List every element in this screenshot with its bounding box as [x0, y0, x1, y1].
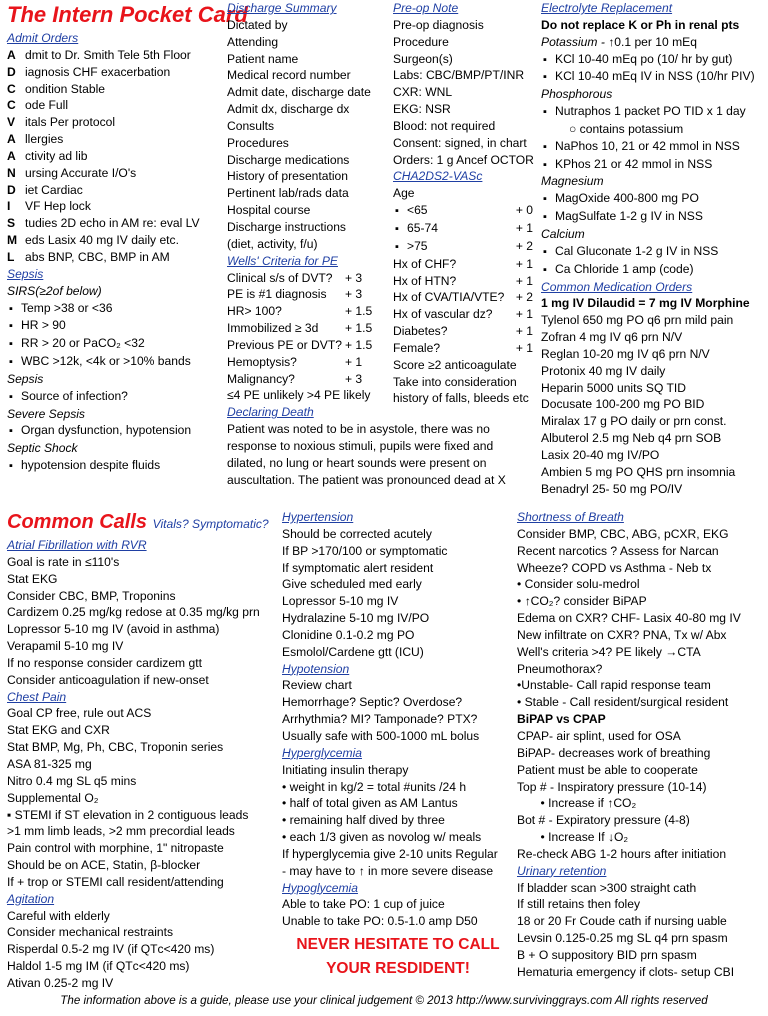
sob-item: Wheeze? COPD vs Asthma - Neb tx	[517, 560, 712, 575]
admit-order-text: iet Cardiac	[25, 182, 83, 197]
chest-pain-heading: Chest Pain	[7, 689, 67, 704]
magnesium-label: Magnesium	[541, 174, 604, 189]
chads-criterion: ▪ <65	[393, 203, 428, 217]
septic-shock-item: ▪ hypotension despite fluids	[7, 457, 225, 475]
chest-pain-item: Supplemental O₂	[7, 790, 99, 805]
electrolyte-heading: Electrolyte Replacement	[541, 1, 673, 15]
phosphorous-item: ▪ Nutraphos 1 packet PO TID x 1 day	[541, 103, 765, 121]
admit-orders-list	[7, 47, 225, 266]
chads-criterion: ▪ >75	[393, 239, 428, 253]
wells-row	[227, 320, 393, 337]
hypertension-heading: Hypertension	[282, 510, 354, 524]
phosphorous-label: Phosphorous	[541, 87, 613, 102]
wells-row	[227, 354, 393, 371]
phosphorous-item: ▪ KPhos 21 or 42 mmol in NSS	[541, 156, 765, 174]
admit-order-letter: N	[7, 165, 16, 180]
hyperglycemia-heading: Hyperglycemia	[282, 745, 362, 760]
preop-item: EKG: NSR	[393, 102, 451, 117]
wells-criterion: Hemoptysis?	[227, 354, 297, 369]
admit-order-letter: L	[7, 249, 15, 264]
urinary-retention-item: B + O suppository BID prn spasm	[517, 947, 697, 962]
chads-criterion: Diabetes?	[393, 324, 448, 339]
sob-item: CPAP- air splint, used for OSA	[517, 728, 681, 743]
severe-sepsis-label: Severe Sepsis	[7, 406, 85, 421]
discharge-item: Admit dx, discharge dx	[227, 102, 350, 117]
admit-order-row	[7, 198, 225, 215]
wells-criterion: Malignancy?	[227, 371, 295, 386]
discharge-summary-heading: Discharge Summary	[227, 1, 337, 15]
chads-points: + 2	[515, 238, 533, 253]
chads-row	[393, 238, 537, 256]
sob-item: New infiltrate on CXR? PNA, Tx w/ Abx	[517, 627, 727, 642]
electrolyte-column	[541, 0, 765, 497]
chest-pain-item: Pain control with morphine, 1" nitropaste	[7, 841, 224, 856]
wells-criterion: Immobilized ≥ 3d	[227, 321, 319, 336]
hypoglycemia-item: Able to take PO: 1 cup of juice	[282, 897, 445, 912]
chads-criterion: Female?	[393, 340, 441, 355]
declaring-death-text	[227, 421, 537, 488]
chest-pain-item: >1 mm limb leads, >2 mm precordial leads	[7, 824, 235, 839]
bottom-middle-column	[282, 509, 514, 930]
severe-sepsis-item: ▪ Organ dysfunction, hypotension	[7, 422, 225, 440]
sob-item: Pneumothorax?	[517, 661, 603, 676]
preop-item: Blood: not required	[393, 118, 496, 133]
admit-order-text: llergies	[25, 132, 64, 147]
sob-item: Edema on CXR? CHF- Lasix 40-80 mg IV	[517, 611, 741, 626]
death-text-line: auscultation. The patient was pronounced dead at X	[227, 472, 506, 487]
chads-points: + 1	[515, 324, 533, 339]
admit-order-row	[7, 215, 225, 232]
hypotension-heading: Hypotension	[282, 661, 350, 676]
sob-item: BiPAP vs CPAP	[517, 712, 606, 727]
admit-order-row	[7, 182, 225, 199]
wells-criteria-heading: Wells' Criteria for PE	[227, 253, 338, 268]
top-left-column	[7, 0, 248, 475]
hypertension-item: Clonidine 0.1-0.2 mg PO	[282, 627, 415, 642]
admit-order-text: ctivity ad lib	[25, 148, 88, 163]
agitation-item: Risperdal 0.5-2 mg IV (if QTᴄ<420 ms)	[7, 942, 215, 957]
chads-row	[393, 340, 537, 357]
discharge-item: Procedures	[227, 135, 289, 150]
hypertension-item: If BP >170/100 or symptomatic	[282, 543, 448, 558]
urinary-retention-item: 18 or 20 Fr Coude cath if nursing uable	[517, 914, 727, 929]
sirs-label: SIRS(≥2of below)	[7, 283, 102, 298]
medication-order: Ambien 5 mg PO QHS prn insomnia	[541, 464, 736, 479]
wells-criterion: Previous PE or DVT?	[227, 337, 342, 352]
chest-pain-item: ASA 81-325 mg	[7, 756, 92, 771]
admit-order-text: abs BNP, CBC, BMP in AM	[25, 249, 170, 264]
sob-heading: Shortness of Breath	[517, 510, 624, 524]
chads-age-label: Age	[393, 186, 415, 201]
septic-shock-list	[7, 457, 225, 475]
discharge-item: Discharge instructions	[227, 219, 346, 234]
chads-points: + 1	[515, 256, 533, 271]
chads-criterion: Hx of vascular dz?	[393, 307, 493, 322]
magnesium-list	[541, 190, 765, 226]
admit-order-letter: S	[7, 216, 16, 231]
medication-order: Reglan 10-20 mg IV q6 prn N/V	[541, 346, 710, 361]
sob-item: Consider BMP, CBC, ABG, pCXR, EKG	[517, 526, 729, 541]
sob-item: Top # - Inspiratory pressure (10-14)	[517, 779, 707, 794]
hypertension-item: Lopressor 5-10 mg IV	[282, 594, 399, 609]
sepsis-item: ▪ Source of infection?	[7, 388, 225, 406]
wells-criterion: PE is #1 diagnosis	[227, 287, 327, 302]
admit-order-row	[7, 232, 225, 249]
afib-item: Consider anticoagulation if new-onset	[7, 672, 209, 687]
hyperglycemia-item: • each 1/3 given as novolog w/ meals	[282, 830, 482, 845]
wells-criterion: Clinical s/s of DVT?	[227, 270, 333, 285]
chads-criterion: Hx of HTN?	[393, 273, 457, 288]
agitation-item: Careful with elderly	[7, 908, 110, 923]
chest-pain-item: Nitro 0.4 mg SL q5 mins	[7, 773, 137, 788]
hypertension-item: Should be corrected acutely	[282, 526, 432, 541]
discharge-item: History of presentation	[227, 169, 348, 184]
admit-order-row	[7, 64, 225, 81]
discharge-item: Patient name	[227, 51, 299, 66]
sob-item: Recent narcotics ? Assess for Narcan	[517, 543, 719, 558]
preop-item: Consent: signed, in chart	[393, 135, 527, 150]
phosphorous-item: ▪ NaPhos 10, 21 or 42 mmol in NSS	[541, 138, 765, 156]
hypotension-item: Review chart	[282, 678, 352, 693]
preop-column	[393, 0, 537, 407]
hypertension-item: Hydralazine 5-10 mg IV/PO	[282, 611, 430, 626]
afib-item: Consider CBC, BMP, Troponins	[7, 588, 176, 603]
sirs-item: ▪ Temp >38 or <36	[7, 300, 225, 318]
hypoglycemia-heading: Hypoglycemia	[282, 880, 358, 895]
medication-order: Albuterol 2.5 mg Neb q4 prn SOB	[541, 431, 722, 446]
calcium-list	[541, 243, 765, 279]
admit-order-letter: A	[7, 148, 16, 163]
chads-row	[393, 256, 537, 273]
discharge-item: Consults	[227, 118, 275, 133]
preop-item: Pre-op diagnosis	[393, 17, 484, 32]
admit-order-letter: C	[7, 81, 16, 96]
admit-order-row	[7, 249, 225, 266]
discharge-item: Hospital course	[227, 203, 311, 218]
hypoglycemia-list	[282, 896, 514, 930]
hyperglycemia-item: • weight in kg/2 = total #units /24 h	[282, 779, 467, 794]
admit-order-text: ursing Accurate I/O's	[25, 165, 137, 180]
medication-order: Lasix 20-40 mg IV/PO	[541, 447, 660, 462]
never-hesitate-line1: NEVER HESITATE TO CALL	[296, 936, 500, 953]
magnesium-item: ▪ MagSulfate 1-2 g IV in NSS	[541, 208, 765, 226]
wells-points: + 1.5	[345, 321, 373, 336]
wells-criterion: HR> 100?	[227, 304, 282, 319]
sepsis-list	[7, 388, 225, 406]
admit-order-letter: V	[7, 115, 16, 130]
sob-item: •Unstable- Call rapid response team	[517, 678, 711, 693]
discharge-column	[227, 0, 393, 421]
sirs-item: ▪ HR > 90	[7, 317, 225, 335]
admit-order-row	[7, 114, 225, 131]
chest-pain-item: ▪ STEMI if ST elevation in 2 contiguous leads	[7, 807, 249, 822]
calcium-item: ▪ Cal Gluconate 1-2 g IV in NSS	[541, 243, 765, 261]
chads-points: + 1	[515, 220, 533, 235]
never-hesitate-banner	[282, 933, 514, 981]
agitation-item: Ativan 0.25-2 mg IV	[7, 975, 114, 990]
common-calls-title-row	[7, 509, 279, 537]
declaring-death-heading: Declaring Death	[227, 405, 314, 420]
sirs-item: ▪ WBC >12k, <4k or >10% bands	[7, 353, 225, 371]
afib-list	[7, 554, 279, 689]
sob-item: • Consider solu-medrol	[517, 577, 640, 592]
chads-vasc-list	[393, 202, 537, 357]
wells-points: + 1.5	[345, 304, 373, 319]
chest-pain-item: Should be on ACE, Statin, β-blocker	[7, 858, 201, 873]
wells-row	[227, 270, 393, 287]
potassium-note: ↑0.1 per 10 mEq	[608, 34, 697, 49]
urinary-retention-item: Hematuria emergency if clots- setup CBI	[517, 964, 735, 979]
discharge-item: Discharge medications	[227, 152, 350, 167]
hypoglycemia-item: Unable to take PO: 0.5-1.0 amp D50	[282, 914, 478, 929]
sepsis-heading: Sepsis	[7, 266, 44, 281]
admit-order-letter: D	[7, 182, 16, 197]
death-text-line: dilated, no lung or heart sounds were present on	[227, 455, 487, 470]
afib-item: Stat EKG	[7, 571, 58, 586]
urinary-retention-item: If bladder scan >300 straight cath	[517, 880, 697, 895]
discharge-item: Attending	[227, 34, 279, 49]
death-text-line: response to noxious stimuli, pupils were fixed and	[227, 438, 494, 453]
hyperglycemia-item: Initiating insulin therapy	[282, 762, 409, 777]
discharge-item: Pertinent lab/rads data	[227, 186, 349, 201]
hypertension-item: Give scheduled med early	[282, 577, 422, 592]
renal-warning: Do not replace K or Ph in renal pts	[541, 17, 740, 32]
discharge-item: (diet, activity, f/u)	[227, 236, 318, 251]
hypertension-item: Esmolol/Cardene gtt (ICU)	[282, 644, 424, 659]
hypotension-list	[282, 677, 514, 744]
urinary-retention-heading: Urinary retention	[517, 863, 607, 878]
afib-item: Verapamil 5-10 mg IV	[7, 639, 124, 654]
hypotension-item: Arrhythmia? MI? Tamponade? PTX?	[282, 712, 478, 727]
admit-order-row	[7, 97, 225, 114]
chads-vasc-heading: CHA2DS2-VASc	[393, 169, 483, 184]
admit-order-row	[7, 81, 225, 98]
hyperglycemia-item: If hyperglycemia give 2-10 units Regular	[282, 846, 498, 861]
bottom-left-column	[7, 509, 279, 992]
hyperglycemia-item: - may have to ↑ in more severe disease	[282, 863, 494, 878]
wells-row	[227, 303, 393, 320]
sirs-list	[7, 300, 225, 371]
hypertension-list	[282, 526, 514, 661]
afib-item: If no response consider cardizem gtt	[7, 655, 202, 670]
chads-points: + 2	[515, 290, 533, 305]
severe-sepsis-list	[7, 422, 225, 440]
footer-disclaimer: The information above is a guide, please use your clinical judgement © 2013 http://www.survivinggrays.com All rights reserved	[60, 994, 708, 1007]
chads-points: + 1	[515, 340, 533, 355]
hypotension-item: Usually safe with 500-1000 mL bolus	[282, 728, 480, 743]
medication-order: Heparin 5000 units SQ TID	[541, 380, 686, 395]
medication-order: Docusate 100-200 mg PO BID	[541, 397, 705, 412]
calcium-label: Calcium	[541, 226, 585, 241]
wells-points: + 1.5	[345, 337, 373, 352]
chads-row	[393, 273, 537, 290]
chads-criterion: Hx of CVA/TIA/VTE?	[393, 290, 505, 305]
chads-points: + 1	[515, 273, 533, 288]
admit-order-row	[7, 47, 225, 64]
preop-item: Surgeon(s)	[393, 51, 453, 66]
afib-item: Cardizem 0.25 mg/kg redose at 0.35 mg/kg prn	[7, 605, 260, 620]
preop-note-heading: Pre-op Note	[393, 1, 459, 15]
chads-row	[393, 306, 537, 323]
medication-order: Zofran 4 mg IV q6 prn N/V	[541, 330, 683, 345]
medication-order: Benadryl 25- 50 mg PO/IV	[541, 481, 683, 496]
hyperglycemia-item: • remaining half dived by three	[282, 813, 445, 828]
common-meds-list	[541, 295, 765, 497]
admit-order-letter: A	[7, 47, 16, 62]
chads-notes	[393, 357, 537, 408]
common-meds-heading: Common Medication Orders	[541, 279, 693, 294]
preop-item: Orders: 1 g Ancef OCTOR	[393, 152, 534, 167]
calcium-item: ▪ Ca Chloride 1 amp (code)	[541, 261, 765, 279]
wells-points: + 3	[345, 270, 363, 285]
bottom-right-column	[517, 509, 767, 981]
chads-row	[393, 323, 537, 340]
admit-order-letter: M	[7, 233, 18, 248]
chads-note: Score ≥2 anticoagulate	[393, 357, 517, 372]
wells-row	[227, 337, 393, 354]
phosphorous-list-2	[541, 138, 765, 174]
chest-pain-list	[7, 705, 279, 890]
wells-points: + 1	[345, 354, 363, 369]
wells-row	[227, 286, 393, 303]
sob-item: BiPAP- decreases work of breathing	[517, 745, 711, 760]
urinary-retention-item: Levsin 0.125-0.25 mg SL q4 prn spasm	[517, 931, 728, 946]
chest-pain-item: Stat BMP, Mg, Ph, CBC, Troponin series	[7, 740, 224, 755]
discharge-item: Medical record number	[227, 68, 351, 83]
agitation-list	[7, 908, 279, 992]
sob-item: • Increase if ↑CO₂	[517, 796, 637, 811]
hyperglycemia-item: • half of total given as AM Lantus	[282, 796, 458, 811]
medication-order: Miralax 17 g PO daily or prn const.	[541, 414, 727, 429]
afib-item: Goal is rate in ≤110's	[7, 554, 120, 569]
never-hesitate-line2: YOUR RESDIDENT!	[326, 960, 470, 977]
medication-order: 1 mg IV Dilaudid = 7 mg IV Morphine	[541, 296, 750, 311]
admit-order-text: eds Lasix 40 mg IV daily etc.	[25, 233, 179, 248]
sob-item: Patient must be able to cooperate	[517, 762, 698, 777]
chads-points: + 0	[515, 203, 533, 218]
sob-item: Re-check ABG 1-2 hours after initiation	[517, 846, 727, 861]
hypertension-item: If symptomatic alert resident	[282, 560, 434, 575]
chest-pain-item: Goal CP free, rule out ACS	[7, 706, 152, 721]
sob-list	[517, 526, 767, 863]
urinary-retention-list	[517, 880, 767, 981]
agitation-item: Haldol 1-5 mg IM (if QTᴄ<420 ms)	[7, 959, 190, 974]
chads-note: Take into consideration	[393, 374, 517, 389]
agitation-heading: Agitation	[7, 891, 55, 906]
discharge-summary-list	[227, 17, 393, 253]
chads-criterion: Hx of CHF?	[393, 256, 457, 271]
discharge-item: Admit date, discharge date	[227, 85, 371, 100]
magnesium-item: ▪ MagOxide 400-800 mg PO	[541, 190, 765, 208]
admit-order-letter: I	[7, 199, 11, 214]
septic-shock-label: Septic Shock	[7, 441, 78, 456]
chads-row	[393, 202, 537, 220]
wells-criteria-list	[227, 270, 393, 388]
discharge-item: Dictated by	[227, 17, 288, 32]
admit-order-letter: C	[7, 98, 16, 113]
chads-row	[393, 220, 537, 238]
common-calls-subtitle: Vitals? Symptomatic?	[152, 517, 269, 531]
admit-order-text: ondition Stable	[25, 81, 106, 96]
admit-order-text: tudies 2D echo in AM re: eval LV	[25, 216, 200, 231]
phosphorous-list	[541, 103, 765, 121]
preop-item: Procedure	[393, 34, 449, 49]
admit-order-letter: A	[7, 132, 16, 147]
wells-points: + 3	[345, 287, 363, 302]
wells-summary: ≤4 PE unlikely >4 PE likely	[227, 388, 371, 403]
sob-item: • Stable - Call resident/surgical resident	[517, 695, 729, 710]
sob-item: Bot # - Expiratory pressure (4-8)	[517, 813, 690, 828]
admit-order-letter: D	[7, 64, 16, 79]
potassium-list	[541, 51, 765, 87]
phosphorous-sub: ○ contains potassium	[569, 121, 684, 136]
potassium-label: Potassium -	[541, 34, 609, 49]
sob-item: • Increase If ↓O₂	[517, 830, 629, 845]
chads-points: + 1	[515, 307, 533, 322]
admit-order-text: VF Hep lock	[25, 199, 91, 214]
admit-order-row	[7, 131, 225, 148]
admit-order-text: iagnosis CHF exacerbation	[25, 64, 171, 79]
chest-pain-item: If + trop or STEMI call resident/attending	[7, 874, 224, 889]
sirs-item: ▪ RR > 20 or PaCO₂ <32	[7, 335, 225, 353]
admit-order-text: itals Per protocol	[25, 115, 116, 130]
medication-order: Tylenol 650 mg PO q6 prn mild pain	[541, 313, 734, 328]
death-text-line: Patient was noted to be in asystole, there was no	[227, 422, 490, 436]
admit-order-row	[7, 148, 225, 165]
afib-heading: Atrial Fibrillation with RVR	[7, 538, 147, 552]
hyperglycemia-list	[282, 762, 514, 880]
medication-order: Protonix 40 mg IV daily	[541, 363, 666, 378]
wells-points: + 3	[345, 371, 363, 386]
admit-order-text: dmit to Dr. Smith Tele 5th Floor	[25, 47, 191, 62]
sob-item: Well's criteria >4? PE likely →CTA	[517, 644, 701, 659]
agitation-item: Consider mechanical restraints	[7, 925, 174, 940]
preop-item: Labs: CBC/BMP/PT/INR	[393, 68, 525, 83]
admit-order-text: ode Full	[25, 98, 69, 113]
afib-item: Lopressor 5-10 mg IV (avoid in asthma)	[7, 622, 220, 637]
admit-order-row	[7, 165, 225, 182]
common-calls-title: Common Calls	[7, 511, 148, 533]
potassium-item: ▪ KCl 10-40 mEq po (10/ hr by gut)	[541, 51, 765, 69]
potassium-row	[541, 34, 765, 51]
admit-orders-heading: Admit Orders	[7, 31, 79, 45]
card-title: The Intern Pocket Card	[7, 2, 248, 27]
sepsis-label: Sepsis	[7, 371, 44, 386]
potassium-item: ▪ KCl 10-40 mEq IV in NSS (10/hr PIV)	[541, 68, 765, 86]
urinary-retention-item: If still retains then foley	[517, 897, 641, 912]
wells-row	[227, 371, 393, 388]
preop-note-list	[393, 17, 537, 169]
preop-item: CXR: WNL	[393, 85, 453, 100]
chads-note: history of falls, bleeds etc	[393, 391, 529, 406]
chads-criterion: ▪ 65-74	[393, 221, 438, 235]
chest-pain-item: Stat EKG and CXR	[7, 723, 110, 738]
sob-item: • ↑CO₂? consider BiPAP	[517, 594, 647, 609]
chads-row	[393, 289, 537, 306]
hypotension-item: Hemorrhage? Septic? Overdose?	[282, 695, 463, 710]
